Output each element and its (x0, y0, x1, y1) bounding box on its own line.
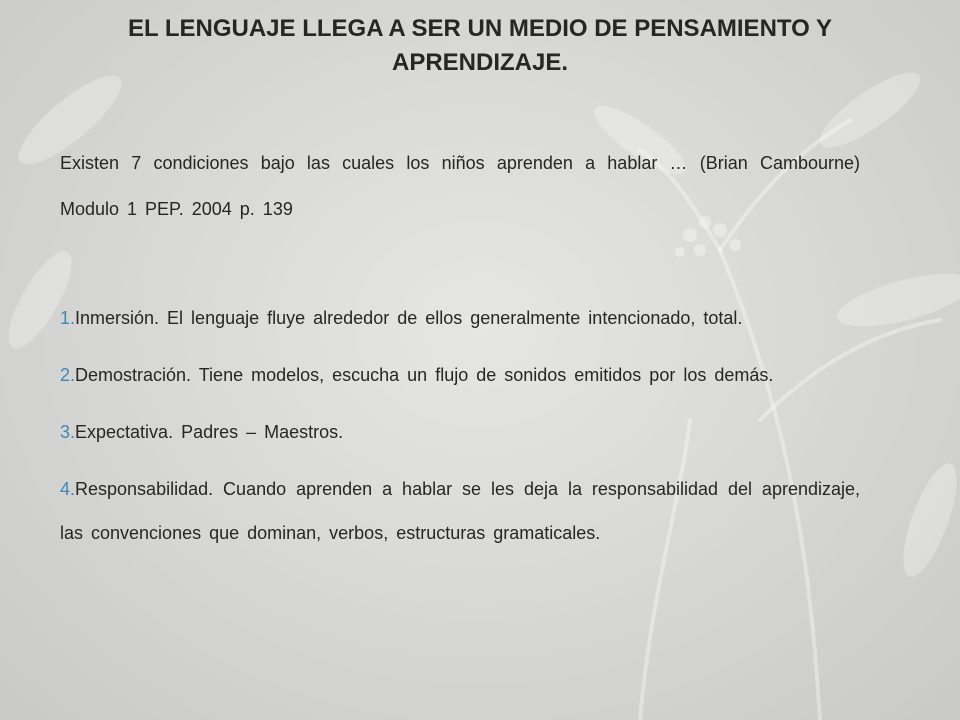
condition-number: 4. (60, 479, 76, 499)
condition-text: Expectativa. Padres – Maestros. (75, 422, 344, 442)
condition-text: Responsabilidad. Cuando aprenden a hablar se les deja la responsabilidad del aprendizaje, las convenciones que dominan, verbos, estructuras gramaticales. (60, 479, 860, 543)
condition-number: 3. (60, 422, 76, 442)
condition-text: Demostración. Tiene modelos, escucha un flujo de sonidos emitidos por los demás. (75, 365, 774, 385)
condition-number: 2. (60, 365, 76, 385)
condition-item (60, 353, 860, 397)
condition-number: 1. (60, 308, 76, 328)
condition-item (60, 467, 860, 555)
intro-paragraph: Existen 7 condiciones bajo las cuales los niños aprenden a hablar … (Brian Cambourne) Modulo 1 PEP. 2004 p. 139 (60, 153, 860, 219)
slide-title: EL LENGUAJE LLEGA A SER UN MEDIO DE PENSAMIENTO Y APRENDIZAJE. (127, 15, 833, 76)
condition-item (60, 410, 860, 454)
condition-item (60, 296, 860, 340)
conditions-list (60, 296, 860, 568)
condition-text: Inmersión. El lenguaje fluye alrededor de ellos generalmente intencionado, total. (75, 308, 743, 328)
